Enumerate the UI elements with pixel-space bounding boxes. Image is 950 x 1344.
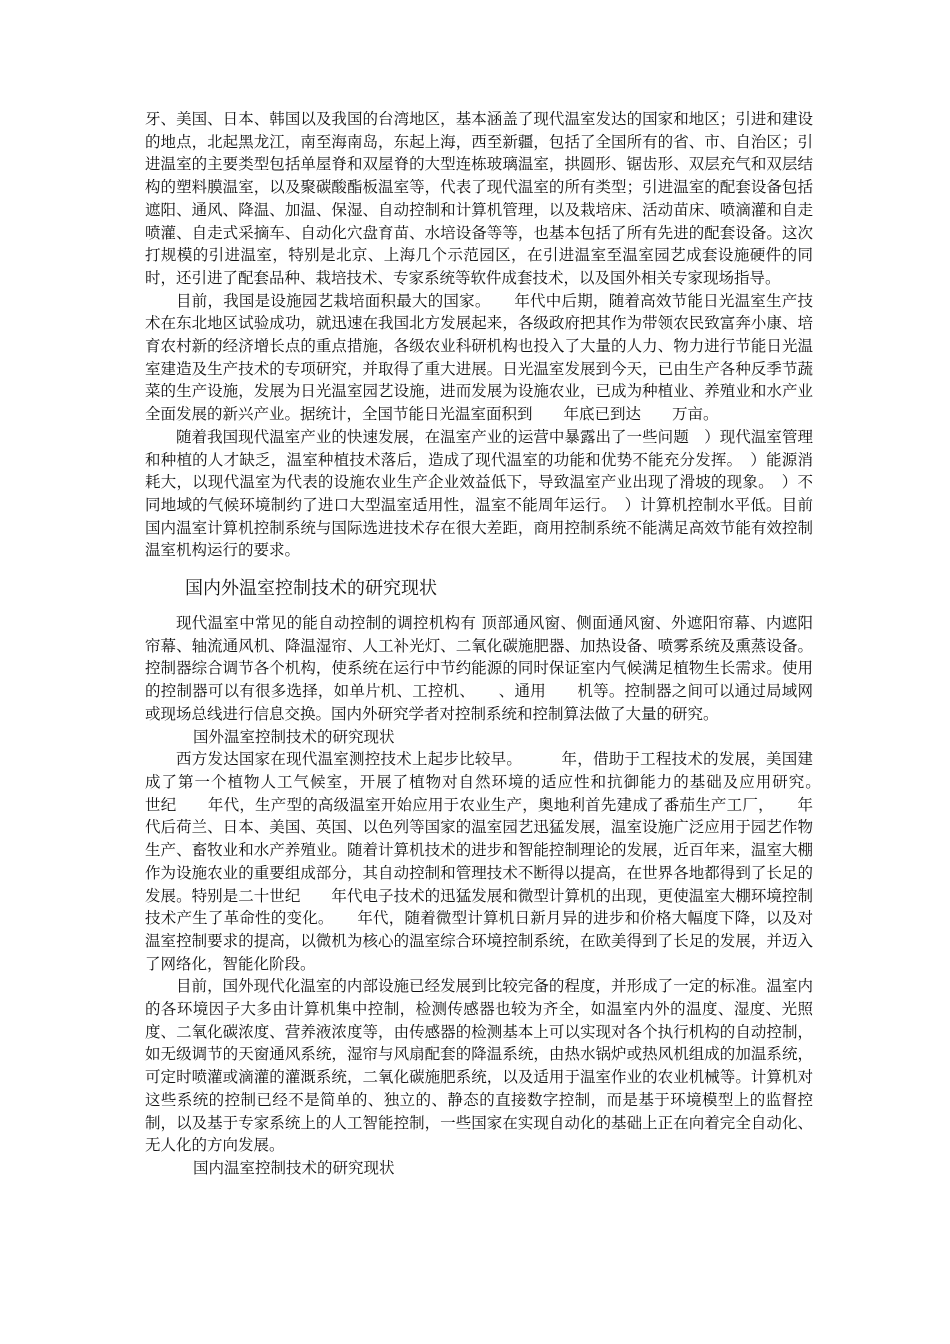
subheading-domestic-status: 国内温室控制技术的研究现状: [193, 1158, 395, 1177]
paragraph-foreign-current: 目前，国外现代化温室的内部设施已经发展到比较完备的程度，并形成了一定的标准。温室内的各环境因子大多由计算机集中控制，检测传感器也较为齐全，如温室内外的温度、湿度、光照度、二氧化碳浓度、营养液浓度等，由传感器的检测基本上可以实现对各个执行机构的自动控制，如无级调节的天窗通风系统，湿帘与风扇配套的降温系统，由热水锅炉或热风机组成的加温系统，可定时喷灌或滴灌的灌溉系统，二氧化碳施肥系统，以及适用于温室作业的农业机械等。计算机对这些系统的控制已经不是简单的、独立的、静态的直接数字控制，而是基于环境模型上的监督控制，以及基于专家系统上的人工智能控制，一些国家在实现自动化的基础上正在向着完全自动化、无人化的方向发展。: [145, 977, 813, 1155]
paragraph-control-mechanisms: 现代温室中常见的能自动控制的调控机构有 顶部通风窗、侧面通风窗、外遮阳帘幕、内遮阳帘幕、轴流通风机、降温湿帘、人工补光灯、二氧化碳施肥器、加热设备、喷雾系统及熏蒸设备。控制器综合调节各个机构，使系统在运行中节约能源的同时保证室内气候满足植物生长需求。使用的控制器可以有很多选择，如单片机、工控机、 、通用 机等。控制器之间可以通过局域网或现场总线进行信息交换。国内外研究学者对控制系统和控制算法做了大量的研究。: [145, 614, 813, 723]
paragraph-problems: 随着我国现代温室产业的快速发展，在温室产业的运营中暴露出了一些问题 ）现代温室管理和种植的人才缺乏，温室种植技术落后，造成了现代温室的功能和优势不能充分发挥。 ）能源消耗大，以现代温室为代表的设施农业生产企业效益低下，导致温室产业出现了滑坡的现象。 ）不同地域的气候环境制约了进口大型温室适用性，温室不能周年运行。 ）计算机控制水平低。目前国内温室计算机控制系统与国际选进技术存在很大差距，商用控制系统不能满足高效节能有效控制温室机构运行的要求。: [145, 427, 813, 560]
paragraph-foreign-history: 西方发达国家在现代温室测控技术上起步比较早。 年，借助于工程技术的发展，美国建成了第一个植物人工气候室，开展了植物对自然环境的适应性和抗御能力的基础及应用研究。 世纪 年代，生产型的高级温室开始应用于农业生产，奥地利首先建成了番茄生产工厂， 年代后荷兰、日本、美国、英国、以色列等国家的温室园艺迅猛发展，温室设施广泛应用于园艺作物生产、畜牧业和水产养殖业。随着计算机技术的进步和智能控制理论的发展，近百年来，温室大棚作为设施农业的重要组成部分，其自动控制和管理技术不断得以提高，在世界各地都得到了长足的发展。特别是二十世纪 年代电子技术的迅猛发展和微型计算机的出现，更使温室大棚环境控制技术产生了革命性的变化。 年代，随着微型计算机日新月异的进步和价格大幅度下降，以及对温室控制要求的提高，以微机为核心的温室综合环境控制系统，在欧美得到了长足的发展，并迈入了网络化，智能化阶段。: [145, 750, 845, 973]
document-page: [145, 108, 845, 1180]
section-heading-control-status: 国内外温室控制技术的研究现状: [185, 578, 437, 600]
subheading-foreign-status: 国外温室控制技术的研究现状: [193, 727, 395, 746]
paragraph-domestic-area: 目前，我国是设施园艺栽培面积最大的国家。 年代中后期，随着高效节能日光温室生产技术在东北地区试验成功，就迅速在我国北方发展起来，各级政府把其作为带领农民致富奔小康、培育农村新的经济增长点的重点措施，各级农业科研机构也投入了大量的人力、物力进行节能日光温室建造及生产技术的专项研究，并取得了重大进展。日光温室发展到今天，已由生产各种反季节蔬菜的生产设施，发展为日光温室园艺设施，进而发展为设施农业，已成为种植业、养殖业和水产业全面发展的新兴产业。据统计，全国节能日光温室面积到 年底已到达 万亩。: [145, 291, 813, 424]
paragraph-intro-continuation: 牙、美国、日本、韩国以及我国的台湾地区，基本涵盖了现代温室发达的国家和地区；引进和建设的地点，北起黑龙江，南至海南岛，东起上海，西至新疆，包括了全国所有的省、市、自治区；引进温室的主要类型包括单屋脊和双屋脊的大型连栋玻璃温室，拱圆形、锯齿形、双层充气和双层结构的塑料膜温室，以及聚碳酸酯板温室等，代表了现代温室的所有类型；引进温室的配套设备包括遮阳、通风、降温、加温、保湿、自动控制和计算机管理，以及栽培床、活动苗床、喷滴灌和自走喷灌、自走式采摘车、自动化穴盘育苗、水培设备等等，也基本包括了所有先进的配套设备。这次打规模的引进温室，特别是北京、上海几个示范园区，在引进温室至温室园艺成套设施硬件的同时，还引进了配套品种、栽培技术、专家系统等软件成套技术，以及国外相关专家现场指导。: [145, 110, 813, 287]
